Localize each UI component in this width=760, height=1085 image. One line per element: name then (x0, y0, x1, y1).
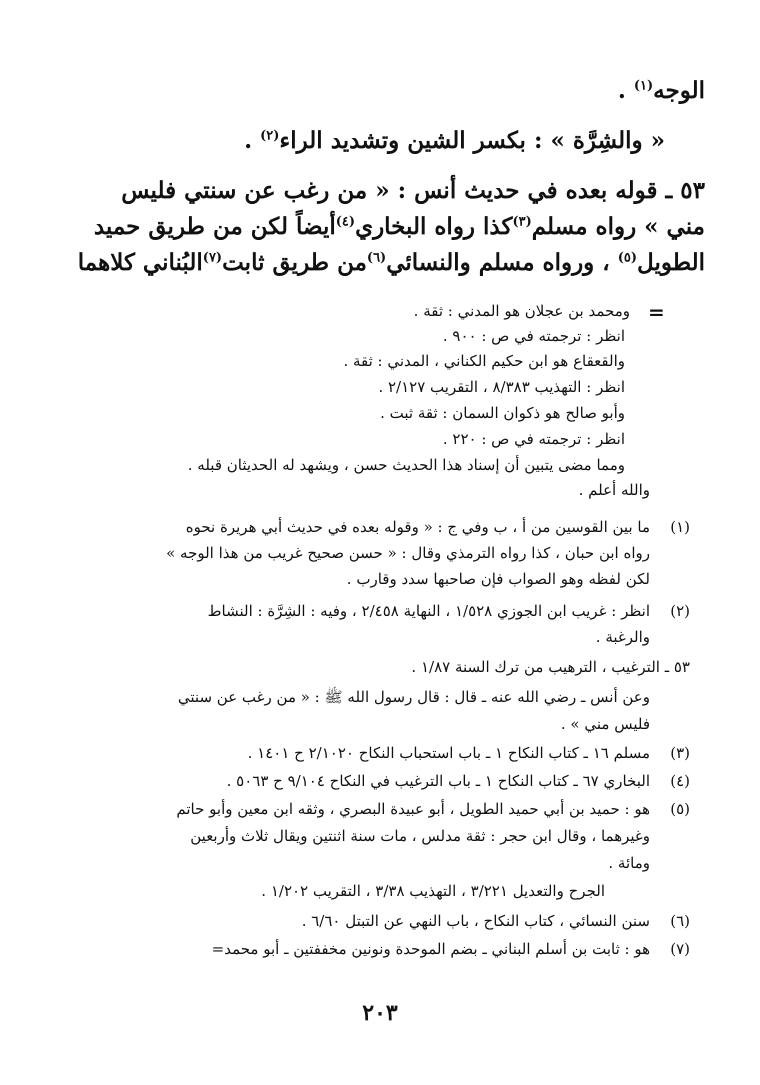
main-line-3: ٥٣ ـ قوله بعده في حديث أنس : « من رغب عن سنتي فليس (121, 177, 705, 204)
footnote-6-line: سنن النسائي ، كتاب النكاح ، باب النهي عن التبتل ٦/٦٠ . (301, 912, 650, 930)
footnote-number: (٤) (670, 772, 690, 790)
footnote-53-line: وعن أنس ـ رضي الله عنه ـ قال : قال رسول الله ﷺ : « من رغب عن سنتي (177, 688, 650, 706)
footnote-cont-line: انظر : ترجمته في ص : ٢٢٠ . (442, 430, 625, 448)
footnote-cont-line: انظر : ترجمته في ص : ٩٠٠ . (442, 327, 625, 345)
footnote-7-line: هو : ثابت بن أسلم البناني ـ بضم الموحدة ونونين مخففتين ـ أبو محمد= (211, 940, 650, 958)
footnote-cont-line: وأبو صالح هو ذكوان السمان : ثقة ثبت . (380, 404, 625, 422)
main-line-5: الطويل$^{(٥)}$ ، ورواه مسلم والنسائي$^{(٦)}$من طريق ثابت$^{(٧)}$البُناني كلاهما (77, 249, 705, 276)
footnote-number: (٥) (670, 800, 690, 818)
footnote-2-line: انظر : غريب ابن الجوزي ١/٥٢٨ ، النهاية ٢/٤٥٨ ، وفيه : الشِرَّة : النشاط (207, 602, 650, 620)
footnote-number: (٣) (670, 744, 690, 762)
footnote-cont-line: والقعقاع هو ابن حكيم الكناني ، المدني : ثقة . (343, 352, 625, 370)
footnote-number: (١) (670, 518, 690, 536)
main-line-4: مني » رواه مسلم$^{(٣)}$كذا رواه البخاري$^{(٤)}$أيضاً لكن من طريق حميد (93, 213, 705, 240)
main-line-2: « والشِرَّة » : بكسر الشين وتشديد الراء$^{(٢)}$ . (244, 127, 665, 154)
footnote-1-line: لكن لفظه وهو الصواب فإن صاحبها سدد وقارب . (346, 570, 650, 588)
main-line-1: الوجه$^{(١)}$ . (617, 77, 705, 104)
footnote-4-line: البخاري ٦٧ ـ كتاب النكاح ١ ـ باب الترغيب في النكاح ٩/١٠٤ ح ٥٠٦٣ . (226, 772, 650, 790)
footnote-2-line: والرغبة . (595, 628, 650, 646)
page-number: ٢٠٣ (362, 1000, 398, 1026)
footnote-5-line: الجرح والتعديل ٣/٢٢١ ، التهذيب ٣/٣٨ ، التقريب ١/٢٠٢ . (261, 882, 605, 900)
footnote-5-line: وغيرهما ، وقال ابن حجر : ثقة مدلس ، مات سنة اثنتين ويقال ثلاث وأربعين (190, 827, 650, 845)
footnote-cont-line: والله أعلم . (578, 481, 650, 499)
footnote-cont-line: ومما مضى يتبين أن إسناد هذا الحديث حسن ، ويشهد له الحديثان قبله . (187, 456, 625, 474)
footnote-53-line: فليس مني » . (560, 715, 650, 733)
footnote-5-line: هو : حميد بن أبي حميد الطويل ، أبو عبيدة البصري ، وثقه ابن معين وأبو حاتم (176, 800, 650, 818)
footnote-number: (٦) (670, 912, 690, 930)
footnote-53-line: ٥٣ ـ الترغيب ، الترهيب من ترك السنة ١/٨٧ . (411, 658, 690, 676)
footnote-5-line: ومائة . (608, 854, 650, 872)
footnote-number: (٧) (670, 940, 690, 958)
footnote-cont-line: انظر : التهذيب ٨/٣٨٣ ، التقريب ٢/١٢٧ . (378, 378, 625, 396)
continuation-mark: = (648, 300, 665, 324)
footnote-1-line: ما بين القوسين من أ ، ب وفي ج : « وقوله بعده في حديث أبي هريرة نحوه (185, 518, 650, 536)
footnote-3-line: مسلم ١٦ ـ كتاب النكاح ١ ـ باب استحباب النكاح ٢/١٠٢٠ ح ١٤٠١ . (247, 744, 650, 762)
footnote-number: (٢) (670, 602, 690, 620)
footnote-1-line: رواه ابن حبان ، كذا رواه الترمذي وقال : « حسن صحيح غريب من هذا الوجه » (166, 544, 650, 562)
footnote-cont-line: ومحمد بن عجلان هو المدني : ثقة . (413, 302, 630, 320)
